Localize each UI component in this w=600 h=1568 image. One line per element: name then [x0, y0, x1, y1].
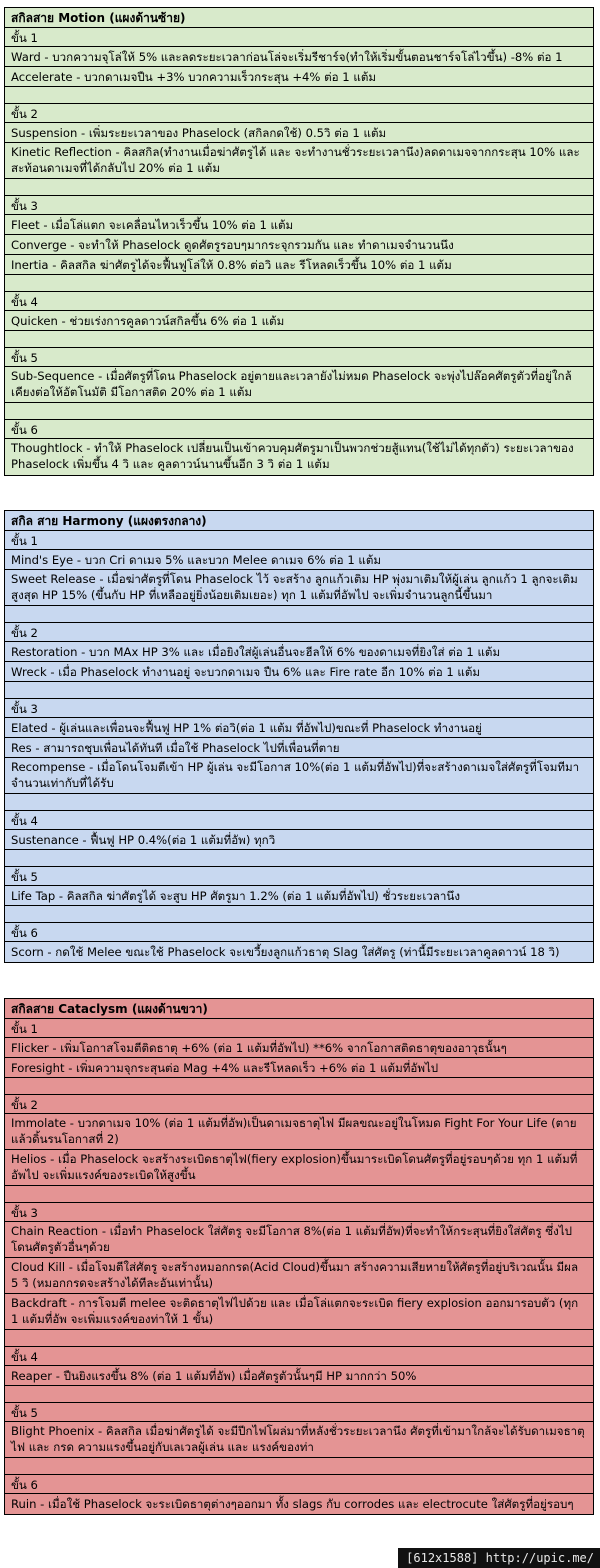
blank-row	[5, 850, 593, 867]
skill-row: Sub-Sequence - เมื่อศัตรูที่โดน Phaselock อยู่ตายและเวลายังไม่หมด Phaselock จะพุ่งไปล๊อคศัตรูตัวที่อยู่ใกล้เคียงต่อให้อัตโนมัติ มีโอกาสติด 20% ต่อ 1 แต้ม	[5, 367, 593, 403]
blank-row	[5, 87, 593, 104]
tier-label: ขั้น 5	[5, 867, 593, 886]
skill-row: Ruin - เมื่อใช้ Phaselock จะระเบิดธาตุต่างๆออกมา ทั้ง slags กับ corrodes และ electrocute ใส่ศัตรูที่อยู่รอบๆ	[5, 1494, 593, 1514]
skill-row: Flicker - เพิ่มโอกาสโจมตีติดธาตุ +6% (ต่อ 1 แต้มที่อัพไป) **6% จากโอกาสติดธาตุของอาวุธนั้นๆ	[5, 1038, 593, 1058]
skill-row: Ward - บวกความจุโล่ให้ 5% และลดระยะเวลาก่อนโล่จะเริ่มรีชาร์จ(ทำให้เริ่มขั้นตอนชาร์จโล่ไวขึ้น) -8% ต่อ 1	[5, 47, 593, 67]
tier-label: ขั้น 5	[5, 1403, 593, 1422]
blank-row	[5, 275, 593, 292]
skill-row: Inertia - คิลสกิล ฆ่าศัตรูได้จะฟื้นฟูโล่ให้ 0.8% ต่อวิ และ รีโหลดเร็วขึ้น 10% ต่อ 1 แต้ม	[5, 255, 593, 275]
tier-label: ขั้น 2	[5, 623, 593, 642]
tier-label: ขั้น 4	[5, 1347, 593, 1366]
tier-label: ขั้น 2	[5, 104, 593, 123]
tier-label: ขั้น 5	[5, 348, 593, 367]
harmony-skill-tree	[4, 510, 594, 963]
skill-row: Kinetic Reflection - คิลสกิล(ทำงานเมื่อฆ่าศัตรูได้ และ จะทำงานชั่วระยะเวลานึง)ลดดาเมจจากกระสุน 10% และ สะท้อนดาเมจที่ได้กลับไป 20% ต่อ 1 แต้ม	[5, 143, 593, 179]
skill-row: Reaper - ปืนยิงแรงขึ้น 8% (ต่อ 1 แต้มที่อัพ) เมื่อศัตรูตัวนั้นๆมี HP มากกว่า 50%	[5, 1366, 593, 1386]
skill-row: Blight Phoenix - คิลสกิล เมื่อฆ่าศัตรูได้ จะมีปีกไฟโผล่มาที่หลังชั่วระยะเวลานึง ศัตรูที่เข้ามาใกล้จะได้รับดาเมจธาตุไฟ และ กรด ความแรงขึ้นอยู่กับเลเวลผู้เล่น และ แรงค์ของท่า	[5, 1422, 593, 1458]
tier-label: ขั้น 6	[5, 923, 593, 942]
cataclysm-header: สกิลสาย Cataclysm (แผงด้านขวา)	[5, 999, 593, 1019]
blank-row	[5, 1386, 593, 1403]
blank-row	[5, 606, 593, 623]
blank-row	[5, 331, 593, 348]
skill-row: Immolate - บวกดาเมจ 10% (ต่อ 1 แต้มที่อัพ)เป็นดาเมจธาตุไฟ มีผลขณะอยู่ในโหมด Fight For Your Life (ตายแล้วดิ้นรนโอกาสที่ 2)	[5, 1114, 593, 1150]
blank-row	[5, 1458, 593, 1475]
blank-row	[5, 794, 593, 811]
skill-row: Accelerate - บวกดาเมจปืน +3% บวกความเร็วกระสุน +4% ต่อ 1 แต้ม	[5, 67, 593, 87]
skill-row: Chain Reaction - เมื่อทำ Phaselock ใส่ศัตรู จะมีโอกาส 8%(ต่อ 1 แต้มที่อัพ)ที่จะทำให้กระสุนที่ยิงใส่ศัตรู ซึ่งไปโดนศัตรูตัวอื่นๆด้วย	[5, 1222, 593, 1258]
skill-row: Thoughtlock - ทำให้ Phaselock เปลี่ยนเป็นเข้าควบคุมศัตรูมาเป็นพวกช่วยสู้แทน(ใช้ไม่ได้ทุกตัว) ระยะเวลาของ Phaselock เพิ่มขึ้น 4 วิ และ คูลดาวน์นานขึ้นอีก 3 วิ ต่อ 1 แต้ม	[5, 439, 593, 475]
skill-row: Backdraft - การโจมตี melee จะติดธาตุไฟไปด้วย และ เมื่อโล่แตกจะระเบิด fiery explosion ออกมารอบตัว (ทุก 1 แต้มที่อัพ จะเพิ่มแรงค์ของท่าให้ 1 ขั้น)	[5, 1294, 593, 1330]
skill-row: Suspension - เพิ่มระยะเวลาของ Phaselock (สกิลกดใช้) 0.5วิ ต่อ 1 แต้ม	[5, 123, 593, 143]
skill-row: Life Tap - คิลสกิล ฆ่าศัตรูได้ จะสูบ HP ศัตรูมา 1.2% (ต่อ 1 แต้มที่อัพไป) ชั่วระยะเวลานึง	[5, 886, 593, 906]
tier-label: ขั้น 1	[5, 531, 593, 550]
tier-label: ขั้น 3	[5, 699, 593, 718]
skill-row: Elated - ผู้เล่นและเพื่อนจะฟื้นฟู HP 1% ต่อวิ(ต่อ 1 แต้ม ที่อัพไป)ขณะที่ Phaselock ทำงานอยู่	[5, 718, 593, 738]
blank-row	[5, 403, 593, 420]
motion-skill-tree	[4, 7, 594, 476]
skill-row: Scorn - กดใช้ Melee ขณะใช้ Phaselock จะเขวี้ยงลูกแก้วธาตุ Slag ใส่ศัตรู (ท่านี้มีระยะเวลาคูลดาวน์ 18 วิ)	[5, 942, 593, 962]
harmony-header: สกิล สาย Harmony (แผงตรงกลาง)	[5, 511, 593, 531]
tier-label: ขั้น 6	[5, 420, 593, 439]
skill-row: Sustenance - ฟื้นฟู HP 0.4%(ต่อ 1 แต้มที่อัพ) ทุกวิ	[5, 830, 593, 850]
blank-row	[5, 179, 593, 196]
tier-label: ขั้น 4	[5, 292, 593, 311]
cataclysm-skill-tree	[4, 998, 594, 1515]
tier-label: ขั้น 3	[5, 1203, 593, 1222]
skill-row: Foresight - เพิ่มความจุกระสุนต่อ Mag +4% และรีโหลดเร็ว +6% ต่อ 1 แต้มที่อัพไป	[5, 1058, 593, 1078]
skill-row: Recompense - เมื่อโดนโจมตีเข้า HP ผู้เล่น จะมีโอกาส 10%(ต่อ 1 แต้มที่อัพไป)ที่จะสร้างดาเมจใส่ศัตรูที่โจมทีมาจำนวนเท่ากับที่ได้รับ	[5, 758, 593, 794]
tier-label: ขั้น 6	[5, 1475, 593, 1494]
blank-row	[5, 682, 593, 699]
skill-row: Cloud Kill - เมื่อโจมตีใส่ศัตรู จะสร้างหมอกกรด(Acid Cloud)ขึ้นมา สร้างความเสียหายให้ศัตรูที่อยู่บริเวณนั้น มีผล 5 วิ (หมอกกรดจะสร้างได้ทีละอันเท่านั้น)	[5, 1258, 593, 1294]
skill-row: Wreck - เมื่อ Phaselock ทำงานอยู่ จะบวกดาเมจ ปืน 6% และ Fire rate อีก 10% ต่อ 1 แต้ม	[5, 662, 593, 682]
tier-label: ขั้น 3	[5, 196, 593, 215]
skill-row: Fleet - เมื่อโล่แตก จะเคลื่อนไหวเร็วขึ้น 10% ต่อ 1 แต้ม	[5, 215, 593, 235]
skill-row: Mind's Eye - บวก Cri ดาเมจ 5% และบวก Melee ดาเมจ 6% ต่อ 1 แต้ม	[5, 550, 593, 570]
tier-label: ขั้น 1	[5, 1019, 593, 1038]
skill-row: Helios - เมื่อ Phaselock จะสร้างระเบิดธาตุไฟ(fiery explosion)ขึ้นมาระเบิดโดนศัตรูที่อยู่รอบๆด้วย ทุก 1 แต้มที่อัพไป จะเพิ่มแรงค์ของระเบิดให้สูงขึ้น	[5, 1150, 593, 1186]
blank-row	[5, 1330, 593, 1347]
skill-row: Res - สามารถชุบเพื่อนได้ทันที เมื่อใช้ Phaselock ไปที่เพื่อนที่ตาย	[5, 738, 593, 758]
skill-row: Quicken - ช่วยเร่งการคูลดาวน์สกิลขึ้น 6% ต่อ 1 แต้ม	[5, 311, 593, 331]
blank-row	[5, 906, 593, 923]
image-host-watermark: [612x1588] http://upic.me/	[398, 1548, 600, 1568]
blank-row	[5, 1186, 593, 1203]
skill-row: Converge - จะทำให้ Phaselock ดูดศัตรูรอบๆมากระจุกรวมกัน และ ทำดาเมจจำนวนนึง	[5, 235, 593, 255]
blank-row	[5, 1078, 593, 1095]
tier-label: ขั้น 2	[5, 1095, 593, 1114]
skill-row: Sweet Release - เมื่อฆ่าศัตรูที่โดน Phaselock ไว้ จะสร้าง ลูกแก้วเติม HP พุ่งมาเติมให้ผู้เล่น ลูกแก้ว 1 ลูกจะเติมสูงสุด HP 15% (ขึ้นกับ HP ที่เหลืออยู่ยิ่งน้อยเติมเยอะ) ทุก 1 แต้มที่อัพไป จะเพิ่มจำนวนลูกนี้ขึ้นมา	[5, 570, 593, 606]
tier-label: ขั้น 4	[5, 811, 593, 830]
tier-label: ขั้น 1	[5, 28, 593, 47]
motion-header: สกิลสาย Motion (แผงด้านซ้าย)	[5, 8, 593, 28]
skill-row: Restoration - บวก MAx HP 3% และ เมื่อยิงใส่ผู้เล่นอื่นจะฮีลให้ 6% ของดาเมจที่ยิงใส่ ต่อ 1 แต้ม	[5, 642, 593, 662]
